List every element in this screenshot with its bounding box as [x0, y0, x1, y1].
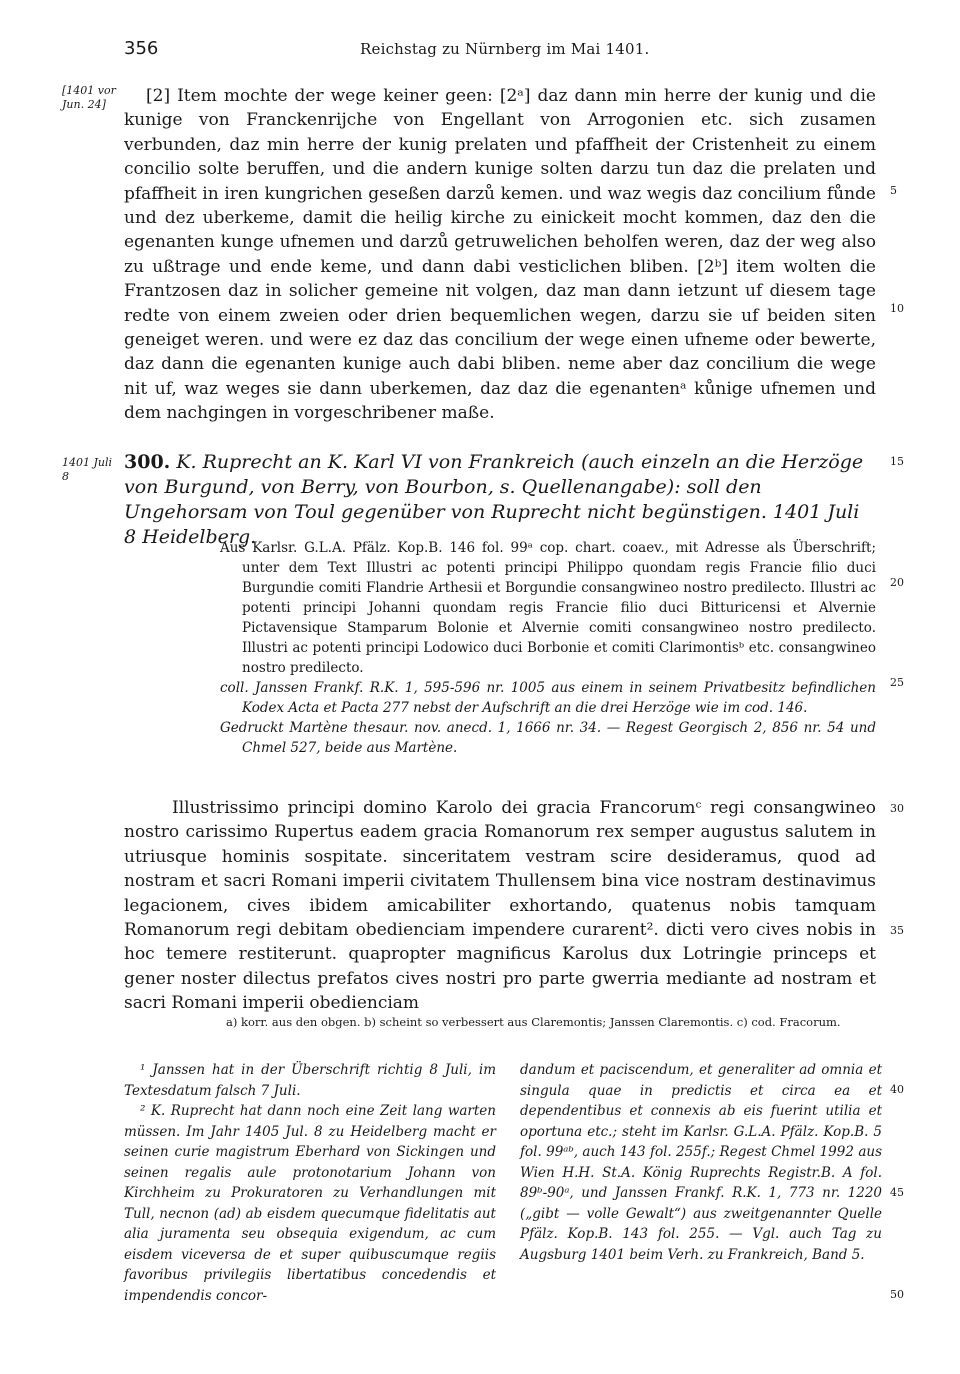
line-number-5: 5: [890, 184, 897, 197]
line-number-20: 20: [890, 576, 904, 589]
running-title: Reichstag zu Nürnberg im Mai 1401.: [360, 40, 650, 58]
document-heading: [124, 450, 876, 550]
section-top-text: [124, 84, 876, 426]
line-number-25: 25: [890, 676, 904, 689]
footnote-2-continued: dandum et paciscendum, et generaliter ad omnia et singula quae in predictis et circa ea et dependentibus et connexis ab eis fuerint utilia et oportuna etc.; steht im Karlsr. G.L.A. Pfälz. Kop.B. 5 fol. 99ᵃᵇ, auch 143 fol. 255f.; Regest Chmel 1992 aus Wien H.H. St.A. König Ruprechts Registr.B. A fol. 89ᵇ-90ᵃ, und Janssen Frankf. R.K. 1, 773 nr. 1220 („gibt — volle Gewalt“) aus zweitgenannter Quelle Pfälz. Kop.B. 143 fol. 255. — Vgl. auch Tag zu Augsburg 1401 beim Verh. zu Frankreich, Band 5.: [520, 1062, 882, 1263]
page-number: 356: [124, 38, 159, 59]
line-number-10: 10: [890, 302, 904, 315]
line-number-30: 30: [890, 802, 904, 815]
document-title: K. Ruprecht an K. Karl VI von Frankreich (auch einzeln an die Herzöge von Burgund, von Berry, von Bourbon, s. Quellenangabe): soll den Ungehorsam von Toul gegenüber von Ruprecht nicht begünstigen. 1401 Juli 8 Heidelberg.: [124, 451, 864, 548]
source-note-2: coll. Janssen Frankf. R.K. 1, 595-596 nr. 1005 aus einem in seinem Privatbesitz befindlichen Kodex Acta et Pacta 277 nebst der Aufschrift an die drei Herzöge wie im cod. 146.: [220, 680, 876, 716]
running-header: [124, 38, 884, 62]
line-number-35: 35: [890, 924, 904, 937]
margin-date-top: [1401 vor Jun. 24]: [62, 84, 116, 111]
source-note-1: Aus Karlsr. G.L.A. Pfälz. Kop.B. 146 fol. 99ᵃ cop. chart. coaev., mit Adresse als Überschrift; unter dem Text Illustri ac potenti principi Philippo quondam regis Francie filio duci Burgundie comiti Flandrie Arthesii et Borgundie consangwineo nostro predilecto. Illustri ac potenti principi Johanni quondam regis Francie filio duci Bitturicensi et Alvernie Pictavensique Stamparum Bolonie et Alvernie comiti consangwineo nostro predilecto. Illustri ac potenti principi Lodowico duci Borbonie et comiti Clarimontisᵇ etc. consangwineo nostro predilecto.: [220, 540, 876, 676]
letter-text: [124, 796, 876, 1016]
footnotes-left-column: [124, 1060, 496, 1306]
letter-paragraph: Illustrissimo principi domino Karolo dei gracia Francorumᶜ regi consangwineo nostro carissimo Rupertus eadem gracia Romanorum rex semper augustus salutem in utriusque hominis sospitate. sinceritatem vestram scire desideramus, quod ad nostram et sacri Romani imperii civitatem Thullensem bina vice nostram destinavimus legacionem, cives ibidem amicabiliter exhortando, quatenus nobis tamquam Romanorum regi debitam obedienciam impendere curarent². dicti vero cives nobis in hoc temere restiterunt. quapropter magnificus Karolus dux Lotringie princeps et gener noster dilectus prefatos cives nostri pro parte gwerria mediante ad nostram et sacri Romani imperii obedienciam: [124, 798, 876, 1014]
source-note-3: Gedruckt Martène thesaur. nov. anecd. 1, 1666 nr. 34. — Regest Georgisch 2, 856 nr. 54 und Chmel 527, beide aus Martène.: [220, 720, 876, 756]
document-number: 300.: [124, 451, 171, 473]
line-number-50: 50: [890, 1288, 904, 1301]
section-top-paragraph: [2] Item mochte der wege keiner geen: [2ᵃ] daz dann min herre der kunig und die kunige von Franckenrijche von Engellant von Arrogonien etc. sich zusamen verbunden, daz min herre der kunig prelaten und pfaffheit der Cristenheit zu einem concilio solte beruffen, und die andern kunige solten darzu tun daz die prelaten und pfaffheit in iren kungrichen geseßen darzů kemen. und waz wegis daz concilium fůnde und dez uberkeme, damit die heilig kirche zu einickeit mocht kommen, daz den die egenanten kunge ufnemen und darzů getruwelichen beholfen weren, daz der weg also zu ußtrage und ende keme, und dann dabi vesticlichen bliben. [2ᵇ] item wolten die Frantzosen daz in solicher gemeine nit volgen, daz man dann ietzunt uf diesem tage redte von einem zweien oder drien bequemlichen wegen, darzu sie uf beiden siten geneiget weren. und were ez daz das concilium der wege einen ufneme oder bewerte, daz dann die egenanten kunige auch dabi bliben. neme aber daz concilium die wege nit uf, waz weges sie dann uberkemen, daz daz die egenantenᵃ kůnige ufnemen und dem nachgingen in vorgeschribener maße.: [124, 86, 876, 424]
line-number-40: 40: [890, 1083, 904, 1096]
footnote-1: ¹ Janssen hat in der Überschrift richtig 8 Juli, im Textesdatum falsch 7 Juli.: [124, 1062, 496, 1099]
footnotes-right-column: [520, 1060, 882, 1265]
margin-date-document: 1401 Juli 8: [62, 456, 113, 483]
line-number-45: 45: [890, 1186, 904, 1199]
footnote-2: ² K. Ruprecht hat dann noch eine Zeit lang warten müssen. Im Jahr 1405 Jul. 8 zu Heidelberg macht er seinen curie magistrum Eberhard von Sickingen und seinen regalis aule protonotarium Johann von Kirchheim zu Prokuratoren zu Verhandlungen mit Tull, necnon (ad) ab eisdem quecumque fidelitatis aut alia juramenta seu obsequia exigendum, ac cum eisdem viceversa de et super quibuscumque regiis favoribus privilegiis libertatibus concedendis et impendendis concor-: [124, 1103, 496, 1304]
critical-apparatus: a) korr. aus den obgen. b) scheint so verbessert aus Claremontis; Janssen Claremontis. c) cod. Fracorum.: [226, 1015, 841, 1029]
source-notes: [220, 538, 876, 758]
line-number-15: 15: [890, 455, 904, 468]
